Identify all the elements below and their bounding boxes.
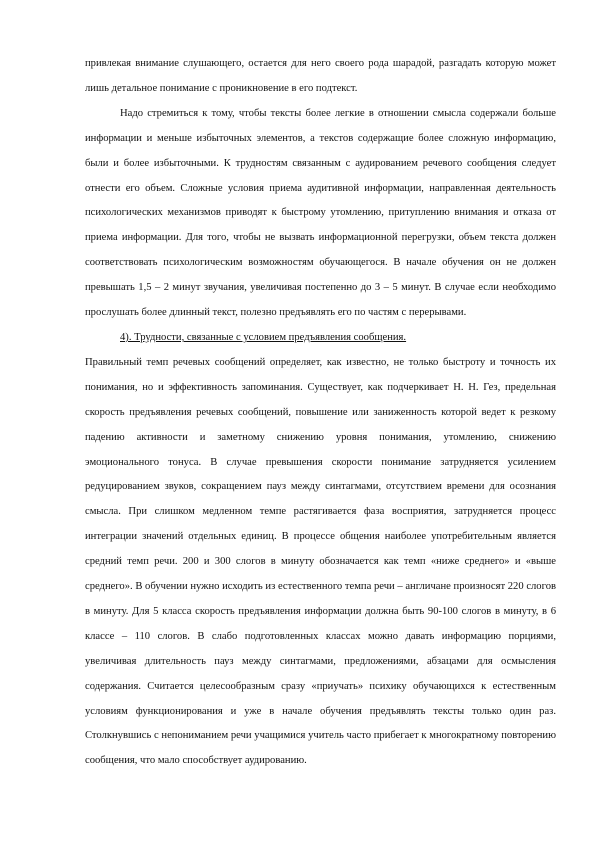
document-page [85, 52, 556, 774]
paragraph-text-volume: Надо стремиться к тому, чтобы тексты более легкие в отношении смысла содержали больше информации и меньше избыточных элементов, а текстов содержащие более сложную информацию, были и более избыточными. К трудностям связанным с аудированием речевого сообщения следует отнести его объем. Сложные условия приема аудитивной информации, направленная деятельность психологических механизмов приводят к быстрому утомлению, притуплению внимания и отказа от приема информации. Для того, чтобы не вызвать информационной перегрузки, объем текста должен соответствовать психологическим возможностям обучающегося. В начале обучения он не должен превышать 1,5 – 2 минут звучания, увеличивая постепенно до 3 – 5 минут. В случае если необходимо прослушать более длинный текст, полезно предъявлять его по частям с перерывами. [85, 107, 556, 319]
paragraph-continuation: привлекая внимание слушающего, остается для него своего рода шарадой, разгадать которую может лишь детальное понимание с проникновение в его подтекст. [85, 58, 556, 94]
paragraph-speech-tempo: Правильный темп речевых сообщений определяет, как известно, не только быстроту и точность их понимания, но и эффективность запоминания. Существует, как подчеркивает Н. Н. Гез, предельная скорость предъявления речевых сообщений, повышение или заниженность которой ведет к резкому падению активности и заметному снижению уровня понимания, утомлению, снижению эмоционального тонуса. В случае превышения скорости понимание затрудняется усилением редуцированием звуков, сокращением пауз между синтагмами, отсутствием времени для осознания смысла. При слишком медленном темпе растягивается фаза восприятия, затрудняется процесс интеграции значений отдельных единиц. В процессе общения наиболее употребительным является средний темп речи. 200 и 300 слогов в минуту обозначается как темп «ниже среднего» и «выше среднего». В обучении нужно исходить из естественного темпа речи – англичане произносят 220 слогов в минуту. Для 5 класса скорость предъявления информации должна быть 90-100 слогов в минуту, в 6 классе – 110 слогов. В слабо подготовленных классах можно давать информацию порциями, увеличивая длительность пауз между синтагмами, предложениями, абзацами для осмысления содержания. Считается целесообразным сразу «приучать» психику обучающихся к естественным условиям функционирования и уже в начале обучения предъявлять тексты только один раз. Столкнувшись с непониманием речи учащимися учитель часто прибегает к многократному повторению сообщения, что мало способствует аудированию. [85, 356, 556, 767]
section-heading: 4). Трудности, связанные с условием предъявления сообщения. [120, 331, 407, 343]
